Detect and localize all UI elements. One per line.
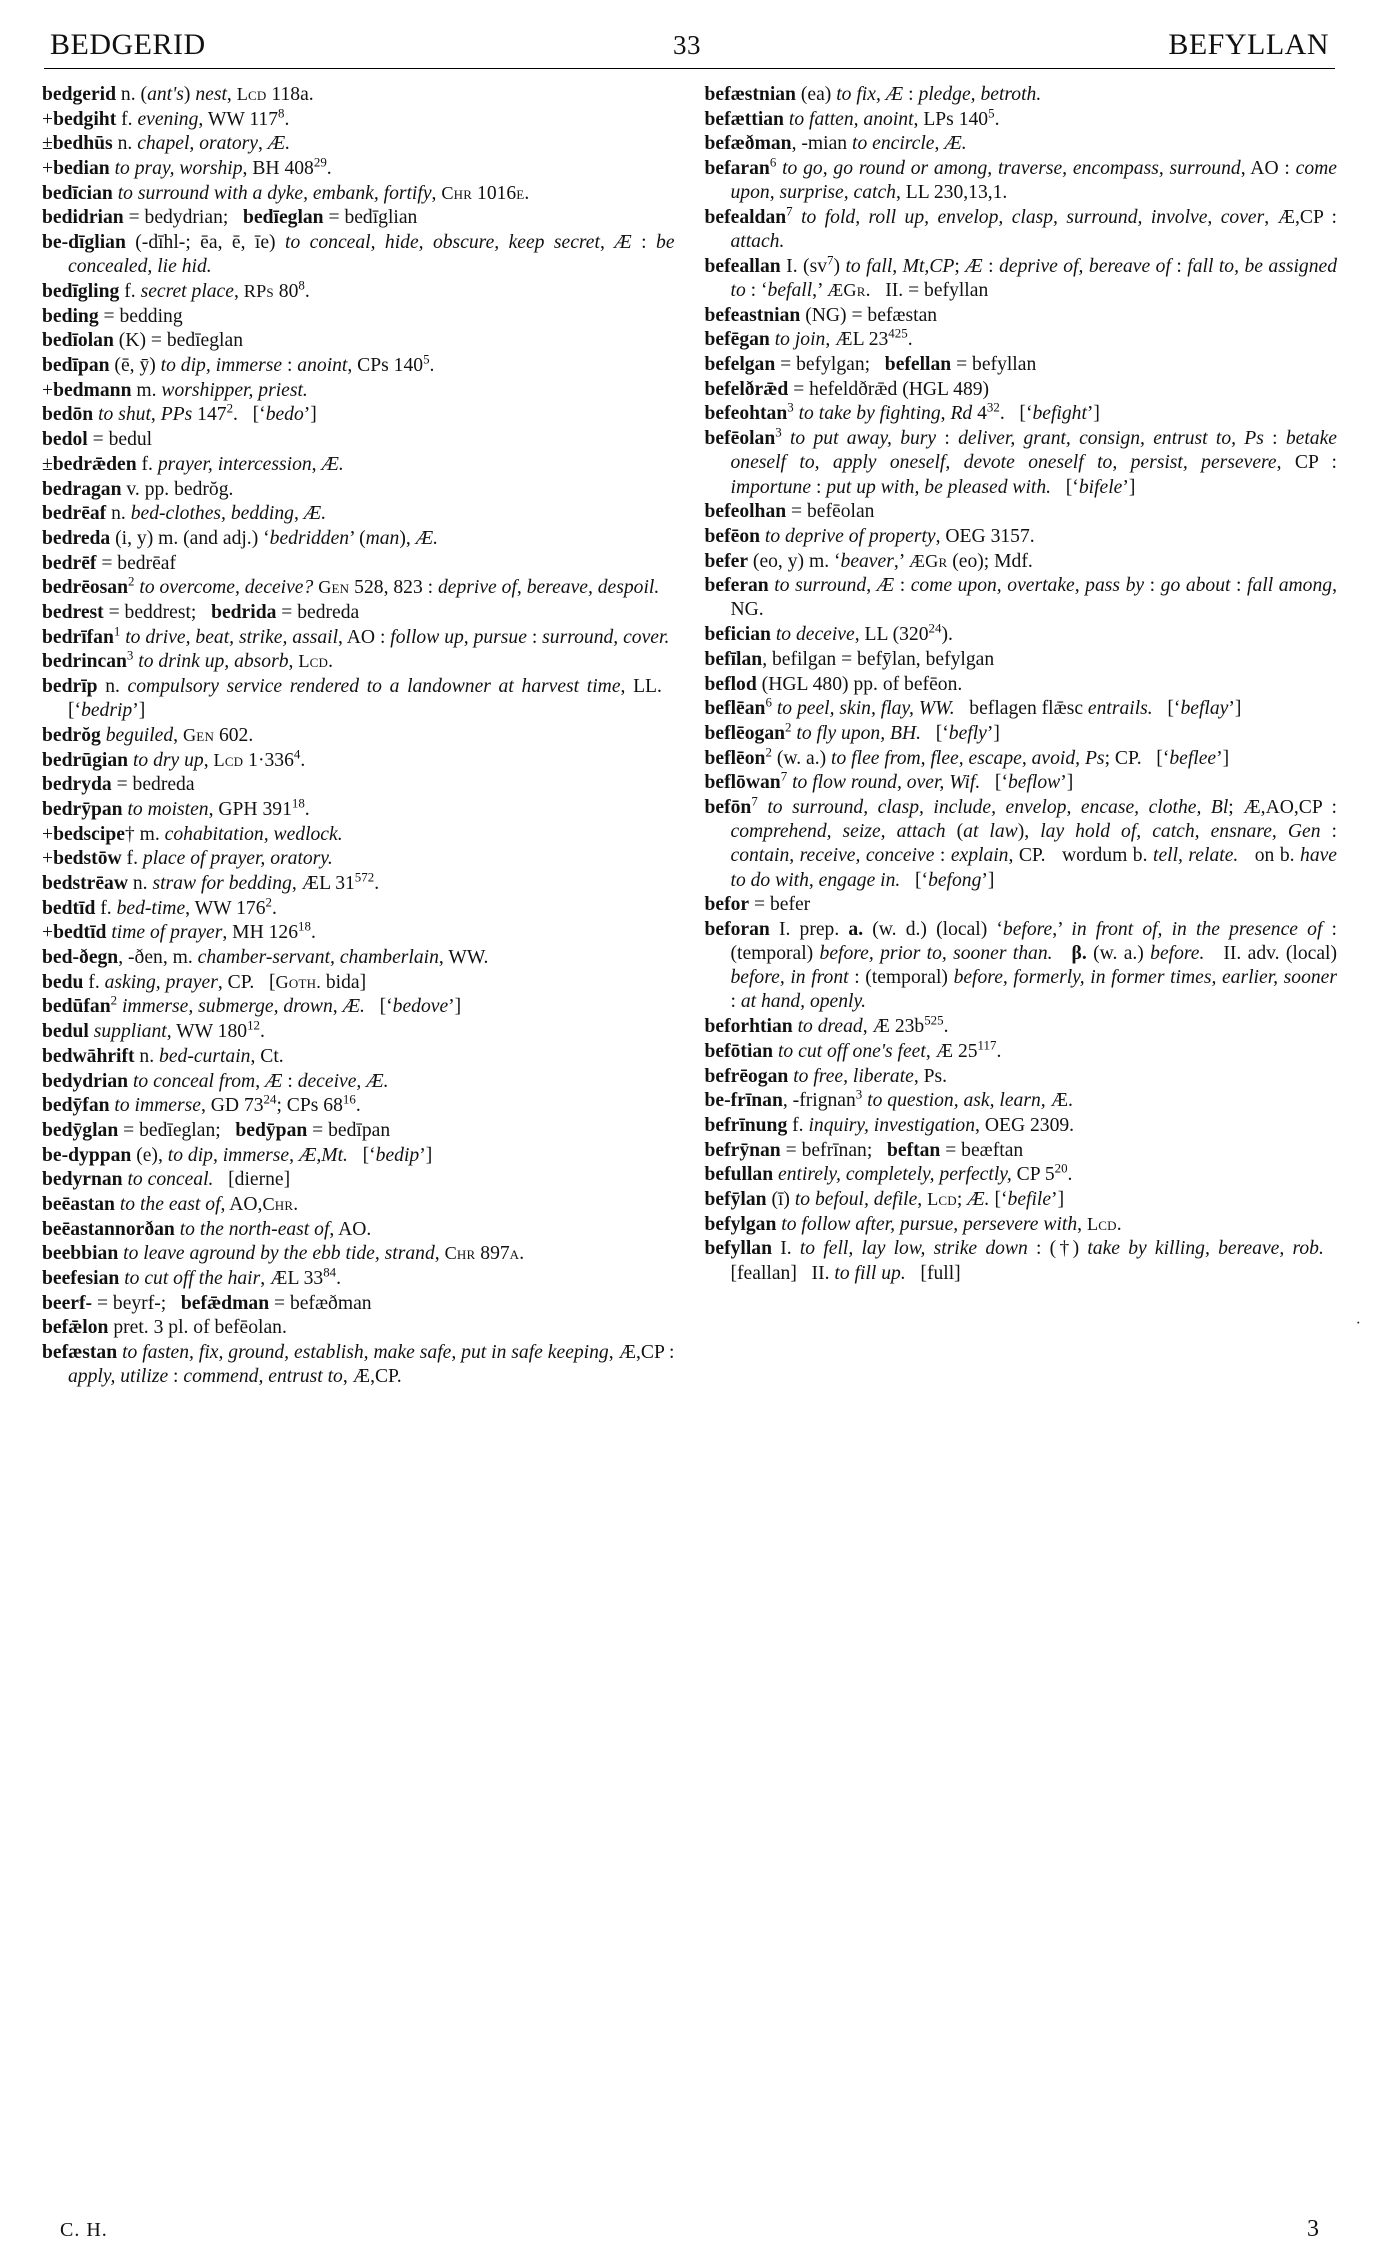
dictionary-entry: befelgan = befylgan; befellan = befyllan xyxy=(704,354,1037,376)
dictionary-entry: beflod (HGL 480) pp. of befēon. xyxy=(704,673,963,695)
dictionary-entry: bedūfan$^2$ immerse, submerge, drown, Æ. [‘bedove’] xyxy=(42,992,462,1018)
dictionary-entry: ±bedhūs n. chapel, oratory, Æ. xyxy=(42,133,291,155)
dictionary-entry: befylgan to follow after, pursue, persevere with, Lcd. xyxy=(704,1213,1122,1235)
dictionary-entry: bedrēf = bedrēaf xyxy=(42,552,177,574)
header-right-guideword: BEFYLLAN xyxy=(1168,28,1329,61)
dictionary-entry: bedrest = beddrest; bedrida = bedreda xyxy=(42,601,360,623)
dictionary-entry: beefesian to cut off the hair, ÆL $33^{84}$. xyxy=(42,1264,342,1289)
dictionary-entry: befæðman, -mian to encircle, Æ. xyxy=(704,133,967,155)
dictionary-entry: bedīolan (K) = bedīeglan xyxy=(42,330,243,352)
dictionary-entry: bedragan v. pp. bedrŏg. xyxy=(42,478,234,500)
dictionary-entry: bedrīfan$^1$ to drive, beat, strike, assail, AO : follow up, pursue : surround, cover. xyxy=(42,623,670,648)
dictionary-entry: +bedmann m. worshipper, priest. xyxy=(42,379,308,401)
dictionary-entry: befrēogan to free, liberate, Ps. xyxy=(704,1065,948,1087)
dictionary-entry: befēolan$^3$ to put away, bury : deliver, grant, consign, entrust to, Ps : betake oneself to, apply oneself, devote oneself to, persist, persevere, CP : importune : put up with, be pleased with. [‘bifele’] xyxy=(704,424,1337,498)
dictionary-entry: bedreda (i, y) m. (and adj.) ‘bedridden’ (man), Æ. xyxy=(42,527,439,549)
dictionary-entry: bedryda = bedreda xyxy=(42,774,195,796)
dictionary-entry: be-dīglian (-dīhl-; ēa, ē, īe) to conceal, hide, obscure, keep secret, Æ : be concealed, lie hid. xyxy=(42,232,675,278)
dictionary-entry: befullan entirely, completely, perfectly, CP $5^{20}$. xyxy=(704,1160,1073,1186)
dictionary-entry: +bedian to pray, worship, BH $408^{29}$. xyxy=(42,154,332,180)
dictionary-entry: befrīnung f. inquiry, investigation, OEG 2309. xyxy=(704,1114,1075,1136)
dictionary-entry: bedyrnan to conceal. [dierne] xyxy=(42,1169,291,1191)
dictionary-entry: befeolhan = befēolan xyxy=(704,501,875,523)
dictionary-entry: bedu f. asking, prayer, CP. [Goth. bida] xyxy=(42,971,367,993)
dictionary-entry: beflēan$^6$ to peel, skin, flay, WW. beflagen flǣsc entrails. [‘beflay’] xyxy=(704,694,1242,720)
dictionary-entry: bedȳfan to immerse, GD $73^{24}$; CPs $68^{16}$. xyxy=(42,1091,361,1117)
dictionary-entry: befelðrǣd = hefeldðrǣd (HGL 489) xyxy=(704,378,990,400)
dictionary-entry: befealdan$^7$ to fold, roll up, envelop, clasp, surround, involve, cover, Æ,CP : attach. xyxy=(704,203,1337,253)
dictionary-entry: bedrīp n. compulsory service rendered to a landowner at harvest time, LL. [‘bedrip’] xyxy=(42,676,675,722)
dictionary-entry: befer (eo, y) m. ‘beaver,’ ÆGr (eo); Mdf. xyxy=(704,550,1033,572)
dictionary-entry: +bedgiht f. evening, WW $117^8$. xyxy=(42,105,290,130)
header-page-number: 33 xyxy=(672,30,701,60)
dictionary-entry: befōtian to cut off one's feet, Æ $25^{117}$. xyxy=(704,1037,1002,1062)
dictionary-entry: befrȳnan = befrīnan; beftan = beæftan xyxy=(704,1139,1024,1161)
dictionary-entry: befeastnian (NG) = befæstan xyxy=(704,304,938,326)
dictionary-entry: bedrincan$^3$ to drink up, absorb, Lcd. xyxy=(42,647,334,673)
dictionary-entry: befȳlan (ī) to befoul, defile, Lcd; Æ. [‘befile’] xyxy=(704,1188,1065,1210)
dictionary-entry: befeallan I. $(sv^7)$ to fall, Mt,CP; Æ : deprive of, bereave of : fall to, be assigned to : ‘befall,’ ÆGr. II. = befyllan xyxy=(704,252,1337,301)
dictionary-entry: +bedstōw f. place of prayer, oratory. xyxy=(42,848,333,870)
footer-page-number: 3 xyxy=(1307,2216,1319,2242)
dictionary-entry: ±bedrǣden f. prayer, intercession, Æ. xyxy=(42,453,344,475)
dictionary-entry: bedrŏg beguiled, Gen 602. xyxy=(42,724,254,746)
dictionary-entry: bedȳglan = bedīeglan; bedȳpan = bedīpan xyxy=(42,1119,391,1141)
dictionary-entry: +bedscipe† m. cohabitation, wedlock. xyxy=(42,823,343,845)
dictionary-entry: beflēogan$^2$ to fly upon, BH. [‘befly’] xyxy=(704,719,1000,744)
dictionary-entry: bedol = bedul xyxy=(42,429,153,451)
dictionary-entry: bedrēosan$^2$ to overcome, deceive? Gen 528, 823 : deprive of, bereave, despoil. xyxy=(42,573,660,599)
dictionary-entry: befēgan to join, ÆL $23^{425}$. xyxy=(704,325,913,351)
dictionary-entry: befæstnian (ea) to fix, Æ : pledge, betroth. xyxy=(704,84,1042,105)
dictionary-entry: beebbian to leave aground by the ebb tide, strand, Chr 897a. xyxy=(42,1243,525,1265)
dictionary-entry: beforan I. prep. a. (w. d.) (local) ‘before,’ in front of, in the presence of : (temporal) before, prior to, sooner than. β. (w. a.) before. II. adv. (local) before, in front : (temporal) before, formerly, in former times, earlier, sooner : at hand, openly. xyxy=(704,918,1337,1013)
dictionary-entry: bedīcian to surround with a dyke, embank, fortify, Chr 1016e. xyxy=(42,182,530,204)
dictionary-entry: bedwāhrift n. bed-curtain, Ct. xyxy=(42,1045,284,1067)
dictionary-entry: befæstan to fasten, fix, ground, establish, make safe, put in safe keeping, Æ,CP : apply, utilize : commend, entrust to, Æ,CP. xyxy=(42,1342,675,1388)
dictionary-entry: befættian to fatten, anoint, LPs $140^5$. xyxy=(704,105,1000,130)
dictionary-entry: bedīpan (ē, ȳ) to dip, immerse : anoint, CPs $140^5$. xyxy=(42,351,435,377)
dictionary-entry: beding = bedding xyxy=(42,305,183,327)
dictionary-entry: befaran$^6$ to go, go round or among, traverse, encompass, surround, AO : come upon, surprise, catch, LL 230,13,1. xyxy=(704,154,1337,204)
dictionary-entry: be-dyppan (e), to dip, immerse, Æ,Mt. [‘bedip’] xyxy=(42,1144,433,1166)
column-left xyxy=(42,83,675,1390)
running-head xyxy=(50,28,1329,62)
dictionary-entry: bedīgling f. secret place, RPs $80^8$. xyxy=(42,277,310,302)
dictionary-entry: bedstrēaw n. straw for bedding, ÆL $31^{572}$. xyxy=(42,869,380,894)
dictionary-entry: bedrēaf n. bed-clothes, bedding, Æ. xyxy=(42,503,327,525)
dictionary-entry: +bedtīd time of prayer, MH $126^{18}$. xyxy=(42,918,316,944)
dictionary-entry: befician to deceive, LL $(320^{24})$. xyxy=(704,620,953,646)
dictionary-entry: befōn$^7$ to surround, clasp, include, envelop, encase, clothe, Bl; Æ,AO,CP : comprehend, seize, attach (at law), lay hold of, catch, ensnare, Gen : contain, receive, conceive : explain, CP. wordum b. tell, relate. on b. have to do with, engage in. [‘befong’] xyxy=(704,793,1338,891)
dictionary-entry: beerf- = beyrf-; befǣdman = befæðman xyxy=(42,1292,372,1314)
dictionary-entry: bedrūgian to dry up, Lcd $1\cdot 336^4$. xyxy=(42,746,306,771)
dictionary-entry: beferan to surround, Æ : come upon, overtake, pass by : go about : fall among, NG. xyxy=(704,575,1337,621)
dictionary-entry: bed-ðegn, -ðen, m. chamber-servant, chamberlain, WW. xyxy=(42,947,489,969)
column-right xyxy=(705,83,1338,1286)
dictionary-entry: befēon to deprive of property, OEG 3157. xyxy=(704,525,1035,547)
dictionary-entry: befeohtan$^3$ to take by fighting, Rd $4^{32}$. [‘befight’] xyxy=(704,399,1100,425)
dictionary-entry: bedidrian = bedydrian; bedīeglan = bedīglian xyxy=(42,207,418,229)
dictionary-entry: beēastan to the east of, AO,Chr. xyxy=(42,1193,299,1215)
dictionary-entry: bedul suppliant, WW $180^{12}$. xyxy=(42,1017,265,1043)
dictionary-entry: beflēon$^2$ (w. a.) to flee from, flee, escape, avoid, Ps; CP. [‘beflee’] xyxy=(704,744,1230,769)
dictionary-entry: befīlan, befilgan = befȳlan, befylgan xyxy=(704,648,995,670)
dictionary-entry: bedgerid n. (ant's) nest, Lcd 118a. xyxy=(42,84,314,105)
dictionary-entry: bedrȳpan to moisten, GPH $391^{18}$. xyxy=(42,795,310,820)
header-rule xyxy=(44,68,1335,69)
dictionary-entry: befor = befer xyxy=(704,894,811,916)
dictionary-entry: beēastannorðan to the north-east of, AO. xyxy=(42,1218,372,1240)
dictionary-entry: beforhtian to dread, Æ $23b^{525}$. xyxy=(704,1012,949,1038)
columns-container xyxy=(42,83,1337,1390)
dictionary-entry: be-frīnan, -frignan$^3$ to question, ask, learn, Æ. xyxy=(704,1086,1073,1112)
footer-signature: C. H. xyxy=(60,2219,108,2241)
dictionary-entry: bedōn to shut, PPs $147^2$. [‘bedo’] xyxy=(42,400,317,426)
marginal-mark: · xyxy=(1355,1315,1361,1332)
dictionary-entry: beflōwan$^7$ to flow round, over, Wif. [‘beflow’] xyxy=(704,768,1074,794)
dictionary-entry: bedtīd f. bed-time, WW $176^2$. xyxy=(42,894,277,919)
dictionary-entry: bedydrian to conceal from, Æ : deceive, Æ. xyxy=(42,1070,389,1092)
header-left-guideword: BEDGERID xyxy=(50,28,206,61)
dictionary-entry: befyllan I. to fell, lay low, strike down : (†) take by killing, bereave, rob. [feallan] II. to fill up. [full] xyxy=(704,1238,1337,1284)
dictionary-entry: befǣlon pret. 3 pl. of befēolan. xyxy=(42,1317,287,1339)
page-footer xyxy=(42,2216,1337,2243)
